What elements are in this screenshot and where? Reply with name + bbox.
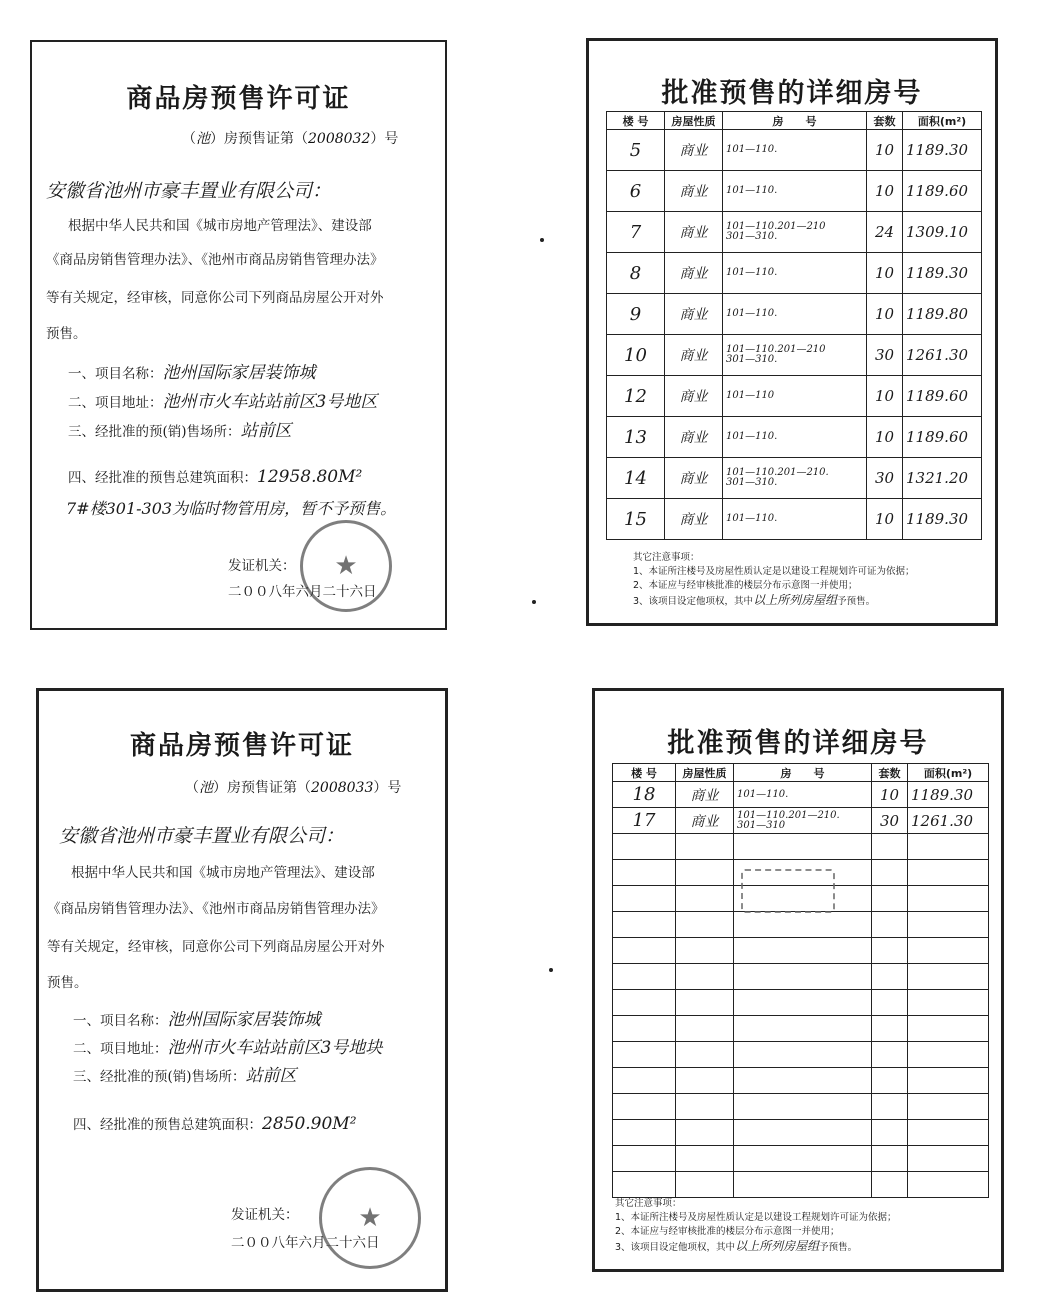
cell-rooms: [734, 782, 872, 808]
cell-area: 1261.30: [908, 808, 989, 834]
paragraph-line-1: 根据中华人民共和国《城市房地产管理法》、建设部: [68, 218, 372, 234]
notes-section: [615, 1197, 897, 1255]
room-range: 101—110.: [726, 267, 778, 278]
cell-nature: 商业: [665, 171, 723, 212]
cell-building: [613, 990, 676, 1016]
official-seal: ★: [300, 520, 392, 612]
header-rooms: 房 号: [734, 764, 872, 782]
scan-speck: [549, 968, 553, 972]
cell-building: [613, 964, 676, 990]
paragraph-line-3: 等有关规定，经审核，同意你公司下列商品房屋公开对外: [47, 939, 385, 955]
room-range: 101—110.201—210: [726, 344, 826, 355]
room-range: 101—110.201—210.: [726, 467, 829, 478]
cell-sets: 30: [867, 458, 903, 499]
cell-building: [613, 834, 676, 860]
cell-building: [613, 860, 676, 886]
cell-rooms: [723, 376, 867, 417]
table-row: [607, 253, 982, 294]
cell-building: 12: [607, 376, 665, 417]
notes-title: 其它注意事项：: [615, 1198, 682, 1209]
cell-rooms: [734, 990, 872, 1016]
room-range: 101—110.: [737, 788, 789, 800]
cell-area: 1309.10: [903, 212, 982, 253]
cell-sets: [872, 1016, 908, 1042]
small-stamp: [741, 869, 835, 913]
company-name: 安徽省池州市豪丰置业有限公司：: [59, 825, 345, 847]
presale-permit-2: [36, 688, 448, 1292]
cell-nature: [676, 1068, 734, 1094]
cell-area: [908, 886, 989, 912]
table-row: [613, 808, 989, 834]
cell-nature: 商业: [665, 376, 723, 417]
cell-rooms: [734, 1068, 872, 1094]
cell-sets: [872, 938, 908, 964]
cell-sets: [872, 912, 908, 938]
cell-building: 13: [607, 417, 665, 458]
paragraph-line-1: 根据中华人民共和国《城市房地产管理法》、建设部: [71, 865, 375, 881]
cell-rooms: [734, 938, 872, 964]
paragraph-line-4: 预售。: [46, 326, 87, 342]
table-row: [607, 171, 982, 212]
table-header-row: [613, 764, 989, 782]
cell-building: 18: [613, 782, 676, 808]
cell-area: [908, 860, 989, 886]
paragraph-line-2: 《商品房销售管理办法》、《池州市商品房销售管理办法》: [46, 252, 384, 268]
cell-rooms: [734, 964, 872, 990]
cell-rooms: [723, 253, 867, 294]
header-building: 楼 号: [613, 764, 676, 782]
header-sets: 套数: [872, 764, 908, 782]
sheet-title: 批准预售的详细房号: [667, 728, 929, 759]
cell-area: 1189.30: [903, 130, 982, 171]
scan-speck: [532, 600, 536, 604]
notes-section: [633, 551, 915, 609]
cell-area: [908, 1094, 989, 1120]
cell-area: [908, 1120, 989, 1146]
room-detail-sheet-2: [592, 688, 1004, 1272]
certificate-number: （池）房预售证第（2008033）号: [185, 780, 402, 796]
header-rooms: 房 号: [723, 112, 867, 130]
sales-venue: 三、经批准的预(销)售场所：站前区: [68, 421, 292, 441]
table-row: [613, 1120, 989, 1146]
cell-building: 5: [607, 130, 665, 171]
total-area: 四、经批准的预售总建筑面积：12958.80M²: [68, 467, 363, 487]
cell-sets: 10: [867, 130, 903, 171]
cell-sets: 24: [867, 212, 903, 253]
cell-building: 17: [613, 808, 676, 834]
cell-rooms: [734, 834, 872, 860]
cell-building: 14: [607, 458, 665, 499]
room-range: 101—110.: [726, 513, 778, 524]
header-area: 面积(m²): [903, 112, 982, 130]
project-name: 一、项目名称：池州国际家居装饰城: [68, 363, 316, 383]
cell-nature: [676, 1042, 734, 1068]
issuer-label: 发证机关：: [231, 1207, 299, 1223]
paragraph-line-4: 预售。: [47, 975, 88, 991]
paragraph-line-3: 等有关规定，经审核，同意你公司下列商品房屋公开对外: [46, 290, 384, 306]
cell-sets: [872, 1172, 908, 1198]
cell-nature: 商业: [665, 335, 723, 376]
cell-rooms: [734, 1042, 872, 1068]
cell-area: 1189.60: [903, 376, 982, 417]
table-row: [607, 130, 982, 171]
issuer-label: 发证机关：: [228, 558, 296, 574]
room-range: 101—110.: [726, 144, 778, 155]
cell-rooms: [723, 335, 867, 376]
note-1: 1、本证所注楼号及房屋性质认定是以建设工程规划许可证为依据；: [633, 566, 915, 577]
cell-area: [908, 1146, 989, 1172]
table-row: [613, 1172, 989, 1198]
table-row: [607, 335, 982, 376]
cell-area: [908, 1068, 989, 1094]
company-name: 安徽省池州市豪丰置业有限公司：: [46, 180, 332, 202]
room-range: 101—110: [726, 390, 775, 401]
cell-building: 9: [607, 294, 665, 335]
header-nature: 房屋性质: [676, 764, 734, 782]
room-range-2: 301—310: [737, 819, 786, 831]
cell-nature: 商业: [665, 499, 723, 540]
room-range: 101—110.: [726, 185, 778, 196]
cell-area: [908, 990, 989, 1016]
room-table: [606, 111, 982, 540]
permit-title: 商品房预售许可证: [129, 731, 354, 761]
table-row: [613, 990, 989, 1016]
cell-rooms: [723, 458, 867, 499]
cell-sets: 10: [872, 782, 908, 808]
table-row: [613, 1042, 989, 1068]
cell-nature: [676, 1016, 734, 1042]
room-range-2: 301—310.: [726, 477, 778, 488]
cell-sets: 30: [872, 808, 908, 834]
cell-nature: [676, 990, 734, 1016]
table-row: [607, 417, 982, 458]
cell-area: [908, 834, 989, 860]
certificate-number: （池）房预售证第（2008032）号: [182, 131, 399, 147]
table-row: [607, 499, 982, 540]
cell-building: [613, 912, 676, 938]
cell-rooms: [723, 499, 867, 540]
notes-title: 其它注意事项：: [633, 552, 700, 563]
cell-nature: 商业: [665, 253, 723, 294]
cell-sets: [872, 1042, 908, 1068]
cell-area: 1189.30: [908, 782, 989, 808]
cell-nature: 商业: [665, 212, 723, 253]
cell-area: 1189.30: [903, 499, 982, 540]
note-2: 2、本证应与经审核批准的楼层分布示意图一并使用；: [615, 1226, 840, 1237]
cell-nature: 商业: [676, 808, 734, 834]
cell-area: [908, 1042, 989, 1068]
cell-rooms: [734, 1094, 872, 1120]
room-range: 101—110.: [726, 308, 778, 319]
cell-rooms: [723, 171, 867, 212]
cell-sets: 30: [867, 335, 903, 376]
cell-area: 1189.30: [903, 253, 982, 294]
table-row: [613, 1068, 989, 1094]
room-range-2: 301—310.: [726, 231, 778, 242]
cell-building: 10: [607, 335, 665, 376]
header-sets: 套数: [867, 112, 903, 130]
table-row: [613, 938, 989, 964]
cell-building: 8: [607, 253, 665, 294]
handwritten-note: 7#楼301-303为临时物管用房，暂不予预售。: [66, 499, 397, 518]
table-row: [607, 212, 982, 253]
sheet-title: 批准预售的详细房号: [661, 78, 923, 109]
room-range: 101—110.201—210.: [737, 809, 840, 821]
cell-nature: 商业: [676, 782, 734, 808]
cell-nature: 商业: [665, 130, 723, 171]
table-row: [607, 458, 982, 499]
cell-rooms: [734, 1120, 872, 1146]
cell-building: 7: [607, 212, 665, 253]
cell-rooms: [723, 130, 867, 171]
room-range-2: 301—310.: [726, 354, 778, 365]
paragraph-line-2: 《商品房销售管理办法》、《池州市商品房销售管理办法》: [47, 901, 385, 917]
note-3: 3、该项目设定他项权，其中以上所列房屋组予预售。: [615, 1239, 858, 1253]
cell-sets: [872, 834, 908, 860]
cell-nature: 商业: [665, 417, 723, 458]
cell-area: [908, 912, 989, 938]
cell-building: [613, 1172, 676, 1198]
table-row: [613, 834, 989, 860]
cell-sets: 10: [867, 171, 903, 212]
sales-venue: 三、经批准的预(销)售场所：站前区: [73, 1066, 297, 1086]
project-address: 二、项目地址：池州市火车站站前区3号地块: [73, 1038, 383, 1058]
cell-nature: [676, 1094, 734, 1120]
cell-sets: 10: [867, 376, 903, 417]
cell-rooms: [723, 212, 867, 253]
table-header-row: [607, 112, 982, 130]
cell-nature: [676, 1120, 734, 1146]
table-row: [613, 782, 989, 808]
room-range: 101—110.: [726, 431, 778, 442]
cell-building: [613, 938, 676, 964]
cell-building: [613, 1120, 676, 1146]
cell-area: [908, 938, 989, 964]
note-1: 1、本证所注楼号及房屋性质认定是以建设工程规划许可证为依据；: [615, 1212, 897, 1223]
cell-area: [908, 1016, 989, 1042]
project-address: 二、项目地址：池州市火车站站前区3号地区: [68, 392, 378, 412]
cell-building: 15: [607, 499, 665, 540]
cell-nature: 商业: [665, 458, 723, 499]
note-3: 3、该项目设定他项权，其中以上所列房屋组予预售。: [633, 593, 876, 607]
table-row: [613, 1094, 989, 1120]
cell-sets: [872, 1146, 908, 1172]
note-2: 2、本证应与经审核批准的楼层分布示意图一并使用；: [633, 580, 858, 591]
presale-permit-1: [30, 40, 447, 630]
table-row: [607, 294, 982, 335]
header-area: 面积(m²): [908, 764, 989, 782]
table-row: [613, 912, 989, 938]
table-row: [613, 964, 989, 990]
cell-building: [613, 1068, 676, 1094]
cell-rooms: [734, 1146, 872, 1172]
cell-area: [908, 964, 989, 990]
cell-building: [613, 1016, 676, 1042]
cell-rooms: [723, 294, 867, 335]
cell-sets: [872, 964, 908, 990]
cell-sets: 10: [867, 417, 903, 458]
room-range: 101—110.201—210: [726, 221, 826, 232]
cell-sets: [872, 1094, 908, 1120]
cell-building: 6: [607, 171, 665, 212]
cell-sets: [872, 860, 908, 886]
cell-nature: [676, 886, 734, 912]
cell-building: [613, 886, 676, 912]
cell-sets: 10: [867, 499, 903, 540]
cell-sets: [872, 990, 908, 1016]
room-detail-sheet-1: [586, 38, 998, 626]
cell-nature: [676, 834, 734, 860]
table-row: [613, 1016, 989, 1042]
permit-title: 商品房预售许可证: [126, 84, 351, 114]
cell-nature: [676, 938, 734, 964]
cell-nature: [676, 912, 734, 938]
cell-building: [613, 1042, 676, 1068]
cell-building: [613, 1094, 676, 1120]
cell-sets: [872, 886, 908, 912]
cell-area: 1189.60: [903, 417, 982, 458]
cell-sets: [872, 1120, 908, 1146]
issue-date: 二００八年六月二十六日: [228, 584, 377, 600]
cell-area: 1189.80: [903, 294, 982, 335]
cell-area: 1189.60: [903, 171, 982, 212]
cell-nature: 商业: [665, 294, 723, 335]
cell-nature: [676, 860, 734, 886]
cell-building: [613, 1146, 676, 1172]
cell-rooms: [734, 1016, 872, 1042]
cell-sets: [872, 1068, 908, 1094]
project-name: 一、项目名称：池州国际家居装饰城: [73, 1010, 321, 1030]
cell-rooms: [734, 912, 872, 938]
cell-rooms: [734, 1172, 872, 1198]
total-area: 四、经批准的预售总建筑面积：2850.90M²: [73, 1114, 357, 1134]
cell-nature: [676, 1146, 734, 1172]
table-row: [607, 376, 982, 417]
cell-rooms: [723, 417, 867, 458]
header-nature: 房屋性质: [665, 112, 723, 130]
cell-area: [908, 1172, 989, 1198]
issue-date: 二００八年六月二十六日: [231, 1235, 380, 1251]
cell-area: 1321.20: [903, 458, 982, 499]
official-seal: ★: [319, 1167, 421, 1269]
scan-speck: [540, 238, 544, 242]
cell-sets: 10: [867, 294, 903, 335]
room-table: [612, 763, 989, 1198]
header-building: 楼 号: [607, 112, 665, 130]
table-row: [613, 1146, 989, 1172]
cell-nature: [676, 964, 734, 990]
cell-nature: [676, 1172, 734, 1198]
cell-sets: 10: [867, 253, 903, 294]
cell-area: 1261.30: [903, 335, 982, 376]
cell-rooms: [734, 808, 872, 834]
